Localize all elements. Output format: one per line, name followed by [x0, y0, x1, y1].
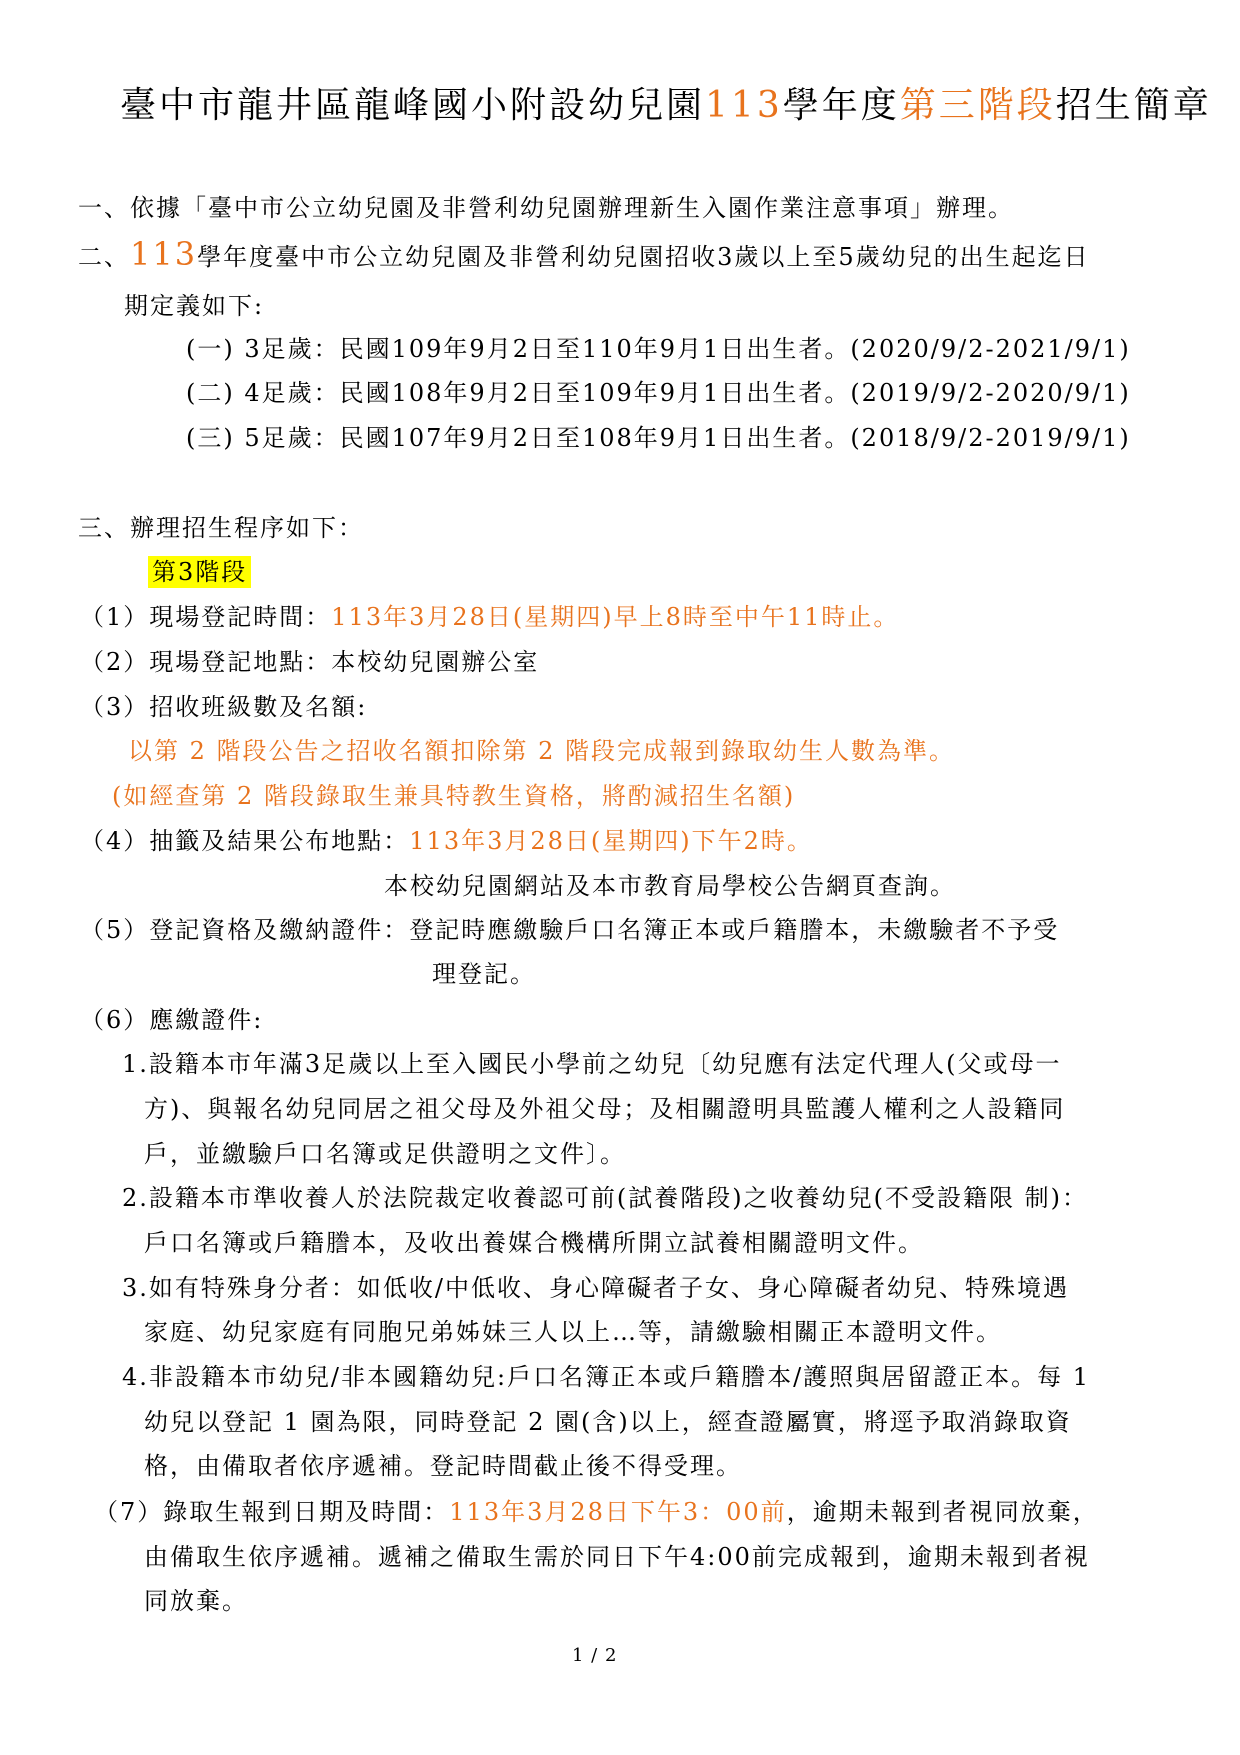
item-7-cont: 同放棄。 — [144, 1587, 248, 1615]
page-number: 1 / 2 — [572, 1645, 618, 1666]
item-3: （3）招收班級數及名額: — [80, 693, 368, 721]
item-6: （6）應繳證件: — [80, 1006, 264, 1034]
doc-line: 3.如有特殊身分者：如低收/中低收、身心障礙者子女、身心障礙者幼兒、特殊境遇 — [122, 1274, 1069, 1302]
item-1: （1）現場登記時間：113年3月28日(星期四)早上8時至中午11時止。 — [80, 603, 900, 631]
item-7: （7）錄取生報到日期及時間：113年3月28日下午3：00前，逾期未報到者視同放棄， — [94, 1498, 1099, 1526]
section-2-heading-cont: 期定義如下: — [124, 292, 265, 320]
item-5: （5）登記資格及繳納證件：登記時應繳驗戶口名簿正本或戶籍謄本，未繳驗者不予受 — [80, 916, 1060, 944]
section-1: 一、依據「臺中市公立幼兒園及非營利幼兒園辦理新生入園作業注意事項」辦理。 — [78, 194, 1014, 222]
section-2-heading: 二、113學年度臺中市公立幼兒園及非營利幼兒園招收3歲以上至5歲幼兒的出生起迄日 — [78, 235, 1090, 273]
doc-line: 家庭、幼兒家庭有同胞兄弟姊妹三人以上…等，請繳驗相關正本證明文件。 — [144, 1318, 1002, 1346]
doc-line: 方)、與報名幼兒同居之祖父母及外祖父母；及相關證明具監護人權利之人設籍同 — [144, 1095, 1066, 1123]
item-7-cont: 由備取生依序遞補。遞補之備取生需於同日下午4:00前完成報到，逾期未報到者視 — [144, 1543, 1090, 1571]
doc-line: 2.設籍本市準收養人於法院裁定收養認可前(試養階段)之收養幼兒(不受設籍限 制)： — [122, 1184, 1088, 1212]
doc-line: 4.非設籍本市幼兒/非本國籍幼兒:戶口名簿正本或戶籍謄本/護照與居留證正本。每 1 — [122, 1363, 1091, 1391]
doc-line: 戶，並繳驗戶口名簿或足供證明之文件〕。 — [144, 1140, 626, 1168]
doc-line: 1.設籍本市年滿3足歲以上至入國民小學前之幼兒〔幼兒應有法定代理人(父或母一 — [122, 1050, 1062, 1078]
doc-line: 幼兒以登記 1 園為限，同時登記 2 園(含)以上，經查證屬實，將逕予取消錄取資 — [144, 1408, 1072, 1436]
item-4: （4）抽籤及結果公布地點：113年3月28日(星期四)下午2時。 — [80, 827, 813, 855]
item-3-note: (如經查第 2 階段錄取生兼具特教生資格，將酌減招生名額) — [112, 782, 796, 810]
birth-range-item: (三) 5足歲：民國107年9月2日至108年9月1日出生者。(2018/9/2-2019/9/1) — [186, 424, 1131, 452]
section-3-heading: 三、辦理招生程序如下： — [78, 514, 364, 542]
stage-label: 第3階段 — [148, 556, 251, 588]
doc-line: 格，由備取者依序遞補。登記時間截止後不得受理。 — [144, 1452, 742, 1480]
birth-range-item: (一) 3足歲：民國109年9月2日至110年9月1日出生者。(2020/9/2-2021/9/1) — [186, 335, 1131, 363]
page-title: 臺中市龍井區龍峰國小附設幼兒園113學年度第三階段招生簡章 — [120, 85, 1212, 126]
item-2: （2）現場登記地點：本校幼兒園辦公室 — [80, 648, 540, 676]
item-4-cont: 本校幼兒園網站及本市教育局學校公告網頁查詢。 — [384, 872, 956, 900]
item-5-cont: 理登記。 — [432, 960, 536, 988]
item-3-quota: 以第 2 階段公告之招收名額扣除第 2 階段完成報到錄取幼生人數為準。 — [128, 737, 956, 765]
birth-range-item: (二) 4足歲：民國108年9月2日至109年9月1日出生者。(2019/9/2-2020/9/1) — [186, 379, 1131, 407]
doc-line: 戶口名簿或戶籍謄本，及收出養媒合機構所開立試養相關證明文件。 — [144, 1229, 924, 1257]
